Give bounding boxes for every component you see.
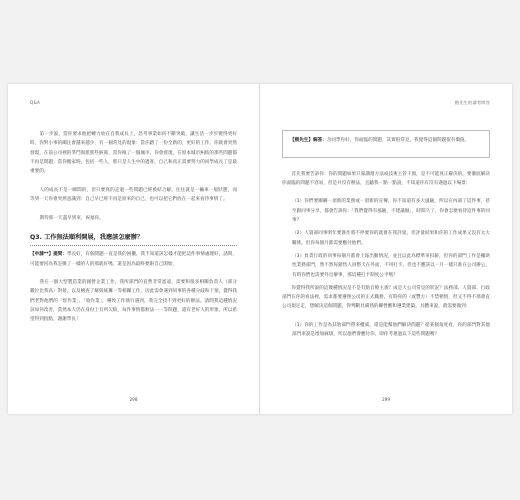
reply-speaker: 【楷先生】解答： — [290, 138, 327, 143]
right-paragraph: 首先我要告訴你：你的問題如果只靠講週方法或技術主管干預，是不可能真正解決的，要徹底解決你面臨的問題不容易，但是并沒有辦法，且聽我一點一點說，不知道你有沒有遇過以下場景： — [282, 171, 490, 186]
left-running-head: Q&A — [30, 100, 41, 105]
right-text-block — [282, 130, 490, 344]
list-item: （1）你的工作是為其他部門帶來權威，還是能幫他們解決問題？從某個角度看，你的部門對其他部門來說是增加麻煩，所以他們會應付你，即你考連過以下這些問題嗎？ — [292, 323, 490, 338]
question-heading: Q3. 工作無法順利開展，我應該怎麼辦？ — [30, 232, 237, 246]
reply-box-text — [290, 136, 482, 145]
list-item: （1）你們要關聯一項新的業務或一項新的宣傳，你不知道有多大風險，所以在內部了這件事，甚至跟同事分享，都會告訴你：「我們覺得有風險，不建議做」，時間久了，你會怎麼看待這件事的同事？ — [292, 199, 490, 224]
right-page — [260, 84, 512, 414]
left-paragraph: 期待那一天盡早到來，祝福你。 — [39, 215, 104, 221]
left-page — [8, 84, 260, 414]
right-paragraph: 你覺得我所說的這幾種情況是不是有點官僚主義？成是大公司常見的狀況？法務部、人資部、行政部門在你的看法裡，需求都要遵照公司的正式職務，有時你的（或豐方）不禁頓情，但又不得不那會直公司規定走，想解決這個問題，得判斷具備熟的聯營應和遵業建築，具體來說，就需要做到： — [282, 285, 490, 310]
book-spread — [8, 84, 512, 414]
left-paragraph: 第一步說，當你要求他把轉力放在自我成長上，恐考事業如何不斷突破，讓生活一步步變得更好時，你對小事的關注會越來越少，有一個常見的現象：當你踏了一份全新的，更好的工作，你就會突然發現，在前公司裡的爭鬥與派那些糾葛，當你換了一個城市，你會發現，在原本城市糾結的那些問題都不再是問題；當你搬家時，包括一些人，那只是人生中的過客，自己和真正需要努力的同學成長了是最重要的。 — [30, 132, 237, 175]
right-running-head: 楷先生的讀者問答 — [454, 100, 490, 105]
left-page-number: 298 — [129, 397, 138, 402]
list-item: （3）負責行政的同事每個月都會上報出勤情況，並且以此為標準來扣薪，但你的部門工作是輔助性業務部門，然不然每銷售人員整天在外面，不用打卡，但也不應該以一月一樣只准在公司辦公，有時你們也需要外出辦事，那這種打卡制度公平嗎？ — [292, 253, 490, 278]
letter-speaker: 【申請**】提問： — [30, 252, 67, 258]
left-paragraph: 人的成長不是一瞬間的，但只要真的走過一些問題已經被結合解，往往就是一輛車一般狀態，而等到一天你會突然意識到：自己早已經不再是原來的自己，也可以把它們放在一起來看待事情了。 — [30, 187, 237, 203]
right-page-number: 299 — [382, 397, 390, 402]
letter-paragraph: 我在一個大型製造業的國營企業工作，我所部門的直營非常遙遠，需要和很多相關負責人（部分職位比我高）對接，以及檢查了解與統籌一等相關工作，因此需會遇到同事的各種分歧和干預，覺得我們老對他們的「督作業」、「收作業」，導致工作執行遇到，我完全找不到更好的辦法。請問我這種情況該如何改善，當然本人仍在身份上有所欠缺，每件事情都無法一一等問題，還有老好人的形象，所以希望得到指點，謝謝學長！ — [30, 280, 237, 323]
letter-text: 學長好，有個問題一直是我的困擾，我不知道該怎樣才能把這件事情處理好，請問，可能要因為我是換了一樣的人的那就好嗎，還是因為最終要跟自己開始， — [30, 252, 237, 267]
left-text-block — [30, 130, 237, 334]
list-item: （2）人資部同事明年要簽作將不停要你的就會在我評量，但評量結果和你的工作成果又沒有太大關係，但你每個月都需要應付他們。 — [292, 231, 490, 246]
letter-paragraph — [30, 250, 237, 269]
reply-box — [282, 130, 490, 158]
reply-text: 舍同學你好，你面臨的問題，其實很常見，我覺得這個問題很有價值。 — [326, 138, 470, 143]
